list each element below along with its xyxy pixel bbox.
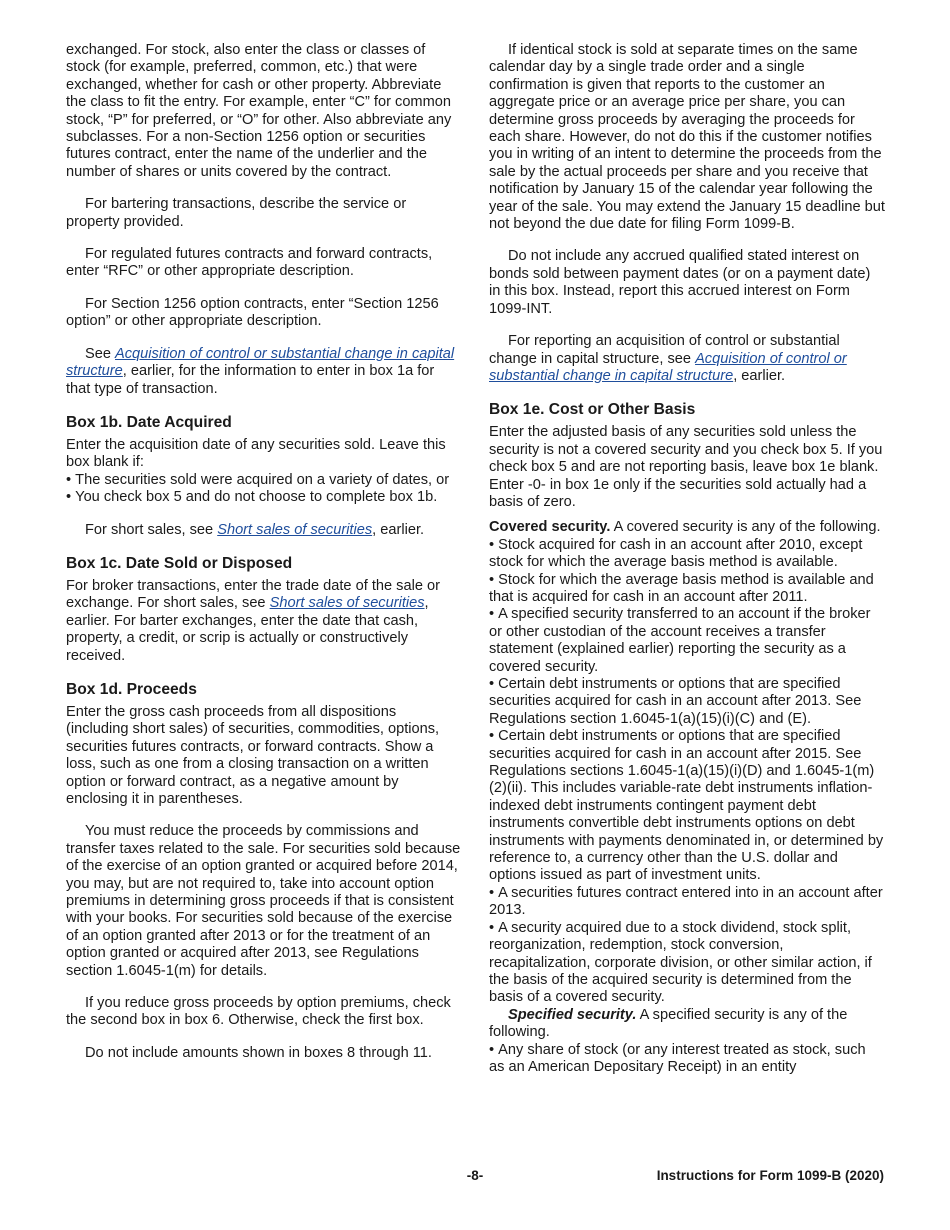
footer-title: Instructions for Form 1099-B (2020) (656, 1168, 884, 1183)
bullet-item: • Stock for which the average basis method is available and that is acquired for cash in an account after 2011. (489, 572, 885, 607)
bullet-item: • Certain debt instruments or options that are specified securities acquired for cash in an account after 2015. See Regulations sections 1.6045-1(a)(15)(i)(D) and 1.6045-1(m)(2)(ii). This includes variable-rate debt instruments inflation-indexed debt instruments contingent payment debt instruments convertible debt instruments options on debt instruments with payments denominated in, or determined by reference to, a currency other than the U.S. dollar and options issued as part of investment units. (489, 728, 885, 885)
run-in-heading: Covered security. (489, 519, 611, 536)
paragraph: You must reduce the proceeds by commissions and transfer taxes related to the sale. For securities sold because of the exercise of an option granted or acquired before 2014, you may, but are not required to, take into account option premiums in determining gross proceeds if that is consistent with your books. For securities sold because of the exercise of an option granted after 2013 or for the treatment of an option granted or acquired after 2013, see Regulations section 1.6045-1(m) for details. (66, 823, 461, 979)
text: , earlier. (733, 367, 786, 384)
bullet-item: • A specified security transferred to an account if the broker or other custodian of the account receives a transfer statement (explained earlier) reporting the security as a covered security. (489, 606, 885, 676)
link-acquisition-of-control[interactable]: Acquisition of control or substantial change in capital structure (66, 345, 455, 380)
bullet-item: • A securities futures contract entered into in an account after 2013. (489, 885, 885, 920)
bullet-item: • A security acquired due to a stock dividend, stock split, reorganization, redemption, stock conversion, recapitalization, corporate division, or other similar action, if the basis of the acquired security is determined from the basis of a covered security. (489, 920, 885, 1007)
paragraph: For regulated futures contracts and forward contracts, enter “RFC” or other appropriate description. (66, 246, 433, 280)
text: , earlier. For barter exchanges, enter the date that cash, property, a credit, or scrip is actually or constructively received. (66, 595, 429, 664)
link-short-sales[interactable]: Short sales of securities (269, 595, 425, 612)
right-column (489, 42, 885, 1076)
paragraph (489, 333, 885, 385)
run-in-heading: Specified security. (508, 1006, 637, 1023)
paragraph: Enter the gross cash proceeds from all dispositions (including short sales) of securities, commodities, options, securities futures contracts, or forward contracts. Show a loss, such as one from a closing transaction on a written option or forward contract, as a negative amount by enclosing it in parentheses. (66, 703, 440, 807)
paragraph (66, 522, 462, 539)
bullet-item: • Any share of stock (or any interest treated as stock, such as an American Depositary Receipt) in an entity (489, 1042, 885, 1077)
paragraph: Do not include amounts shown in boxes 8 through 11. (85, 1044, 432, 1061)
text: See (85, 345, 116, 362)
heading-box-1d: Box 1d. Proceeds (66, 680, 197, 698)
bullet-item: • Stock acquired for cash in an account after 2010, except stock for which the average basis method is available. (489, 537, 885, 572)
page-number: -8- (466, 1168, 484, 1183)
heading-box-1b: Box 1b. Date Acquired (66, 413, 232, 431)
heading-box-1e: Box 1e. Cost or Other Basis (489, 401, 696, 419)
bullet-item: • The securities sold were acquired on a variety of dates, or (66, 472, 462, 489)
paragraph (66, 578, 462, 665)
text: A specified security is any of the following. (489, 1006, 848, 1041)
link-acquisition-of-control[interactable]: Acquisition of control or substantial change in capital structure (489, 350, 847, 384)
paragraph: If you reduce gross proceeds by option premiums, check the second box in box 6. Otherwise, check the first box. (66, 995, 451, 1029)
bullet-item: • You check box 5 and do not choose to complete box 1b. (66, 489, 462, 506)
left-column (66, 42, 462, 1077)
text: For reporting an acquisition of control or substantial change in capital structure, see (489, 333, 840, 367)
text: , earlier, for the information to enter in box 1a for that type of transaction. (66, 363, 435, 397)
paragraph: For bartering transactions, describe the service or property provided. (66, 196, 407, 230)
paragraph (489, 519, 885, 536)
paragraph (489, 1007, 885, 1042)
link-short-sales[interactable]: Short sales of securities (217, 521, 373, 538)
paragraph: For Section 1256 option contracts, enter “Section 1256 option” or other appropriate description. (66, 295, 439, 330)
paragraph: Do not include any accrued qualified stated interest on bonds sold between payment dates (or on a payment date) in this box. Instead, report this accrued interest on Form 1099-INT. (489, 248, 871, 317)
bullet-item: • Certain debt instruments or options that are specified securities acquired for cash in an account after 2013. See Regulations section 1.6045-1(a)(15)(i)(C) and (E). (489, 676, 885, 728)
paragraph: If identical stock is sold at separate times on the same calendar day by a single trade order and a single confirmation is given that reports to the customer an aggregate price or an average price per share, you can determine gross proceeds by averaging the proceeds for each share. However, do not do this if the customer notifies you in writing of an intent to determine the proceeds from the sale by the actual proceeds per share and you receive that notification by January 15 of the calendar year following the year of the sale. You may extend the January 15 deadline but not beyond the due date for filing Form 1099-B. (489, 42, 885, 233)
text: For short sales, see (85, 521, 218, 538)
paragraph: Enter the adjusted basis of any securities sold unless the security is not a covered security and you check box 5. If you check box 5 and are not reporting basis, leave box 1e blank. Enter -0- in box 1e only if the securities sold actually had a basis of zero. (489, 424, 883, 510)
text: For broker transactions, enter the trade date of the sale or exchange. For short sales, see (66, 577, 440, 612)
paragraph (66, 346, 462, 398)
text: , earlier. (372, 521, 425, 538)
paragraph: Enter the acquisition date of any securities sold. Leave this box blank if: (66, 436, 446, 471)
paragraph: exchanged. For stock, also enter the class or classes of stock (for example, preferred, common, etc.) that were exchanged, whether for cash or other property. Abbreviate the class to fit the entry. For example, enter “C” for common stock, “P” for preferred, or “O” for other. Also abbreviate any subclasses. For a non-Section 1256 option or securities futures contract, enter the name of the underlier and the number of shares or units covered by the contract. (66, 42, 452, 180)
heading-box-1c: Box 1c. Date Sold or Disposed (66, 554, 293, 572)
text: A covered security is any of the following. (610, 519, 881, 536)
